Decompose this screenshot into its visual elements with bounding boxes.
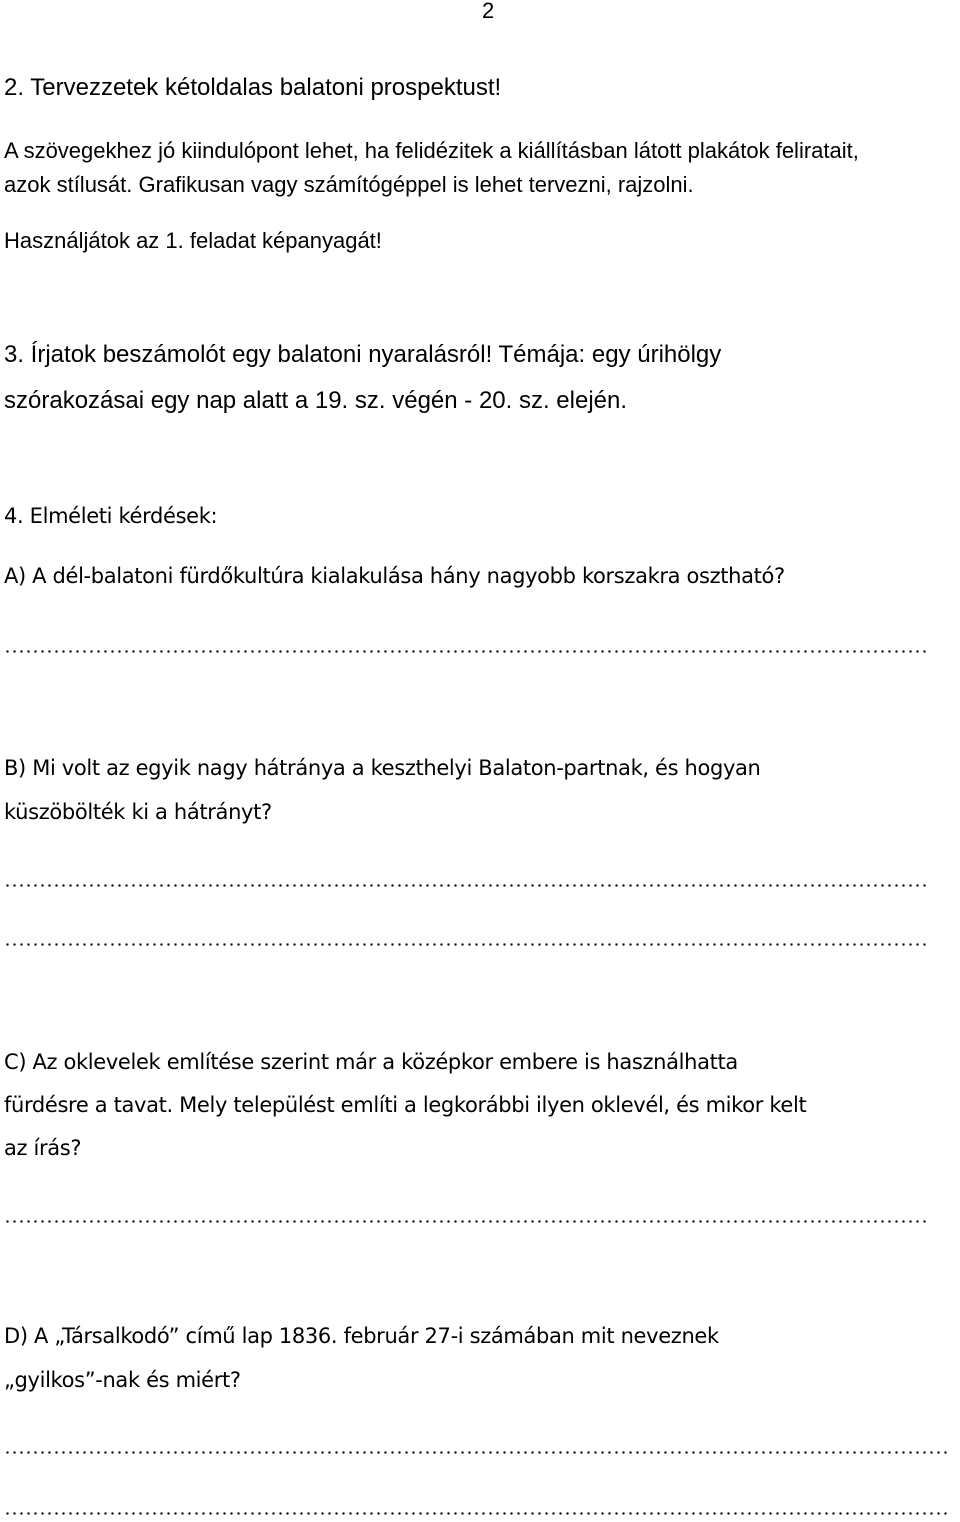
question-c-line-3: az írás?	[4, 1136, 82, 1160]
section-2-body-line-2: azok stílusát. Grafikusan vagy számítógéppel is lehet tervezni, rajzolni.	[4, 172, 694, 197]
answer-line-b-1[interactable]	[4, 884, 926, 887]
question-b-line-1: B) Mi volt az egyik nagy hátránya a keszthelyi Balaton-partnak, és hogyan	[4, 756, 761, 780]
answer-line-c[interactable]	[4, 1220, 930, 1223]
answer-line-b-2[interactable]	[4, 943, 926, 946]
page-number: 2	[482, 0, 495, 23]
section-4-heading: 4. Elméleti kérdések:	[4, 504, 218, 528]
question-b-line-2: küszöbölték ki a hátrányt?	[4, 800, 272, 824]
answer-line-d-2[interactable]	[4, 1512, 948, 1515]
question-d-line-2: „gyilkos”-nak és miért?	[4, 1368, 241, 1392]
question-c-line-2: fürdésre a tavat. Mely települést említi a legkorábbi ilyen oklevél, és mikor kelt	[4, 1093, 807, 1117]
question-a: A) A dél-balatoni fürdőkultúra kialakulása hány nagyobb korszakra osztható?	[4, 564, 785, 588]
section-2-body-line-1: A szövegekhez jó kiindulópont lehet, ha felidézitek a kiállításban látott plakátok feliratait,	[4, 138, 859, 163]
answer-line-d-1[interactable]	[4, 1451, 948, 1454]
section-2-heading: 2. Tervezzetek kétoldalas balatoni prospektust!	[4, 74, 502, 101]
section-2-body-line-3: Használjátok az 1. feladat képanyagát!	[4, 228, 382, 253]
question-d-line-1: D) A „Társalkodó” című lap 1836. február 27-i számában mit neveznek	[4, 1324, 719, 1348]
section-3-line-2: szórakozásai egy nap alatt a 19. sz. végén - 20. sz. elején.	[4, 387, 628, 414]
section-3-line-1: 3. Írjatok beszámolót egy balatoni nyaralásról! Témája: egy úrihölgy	[4, 341, 722, 368]
question-c-line-1: C) Az oklevelek említése szerint már a középkor embere is használhatta	[4, 1050, 738, 1074]
answer-line-a[interactable]	[4, 650, 926, 653]
